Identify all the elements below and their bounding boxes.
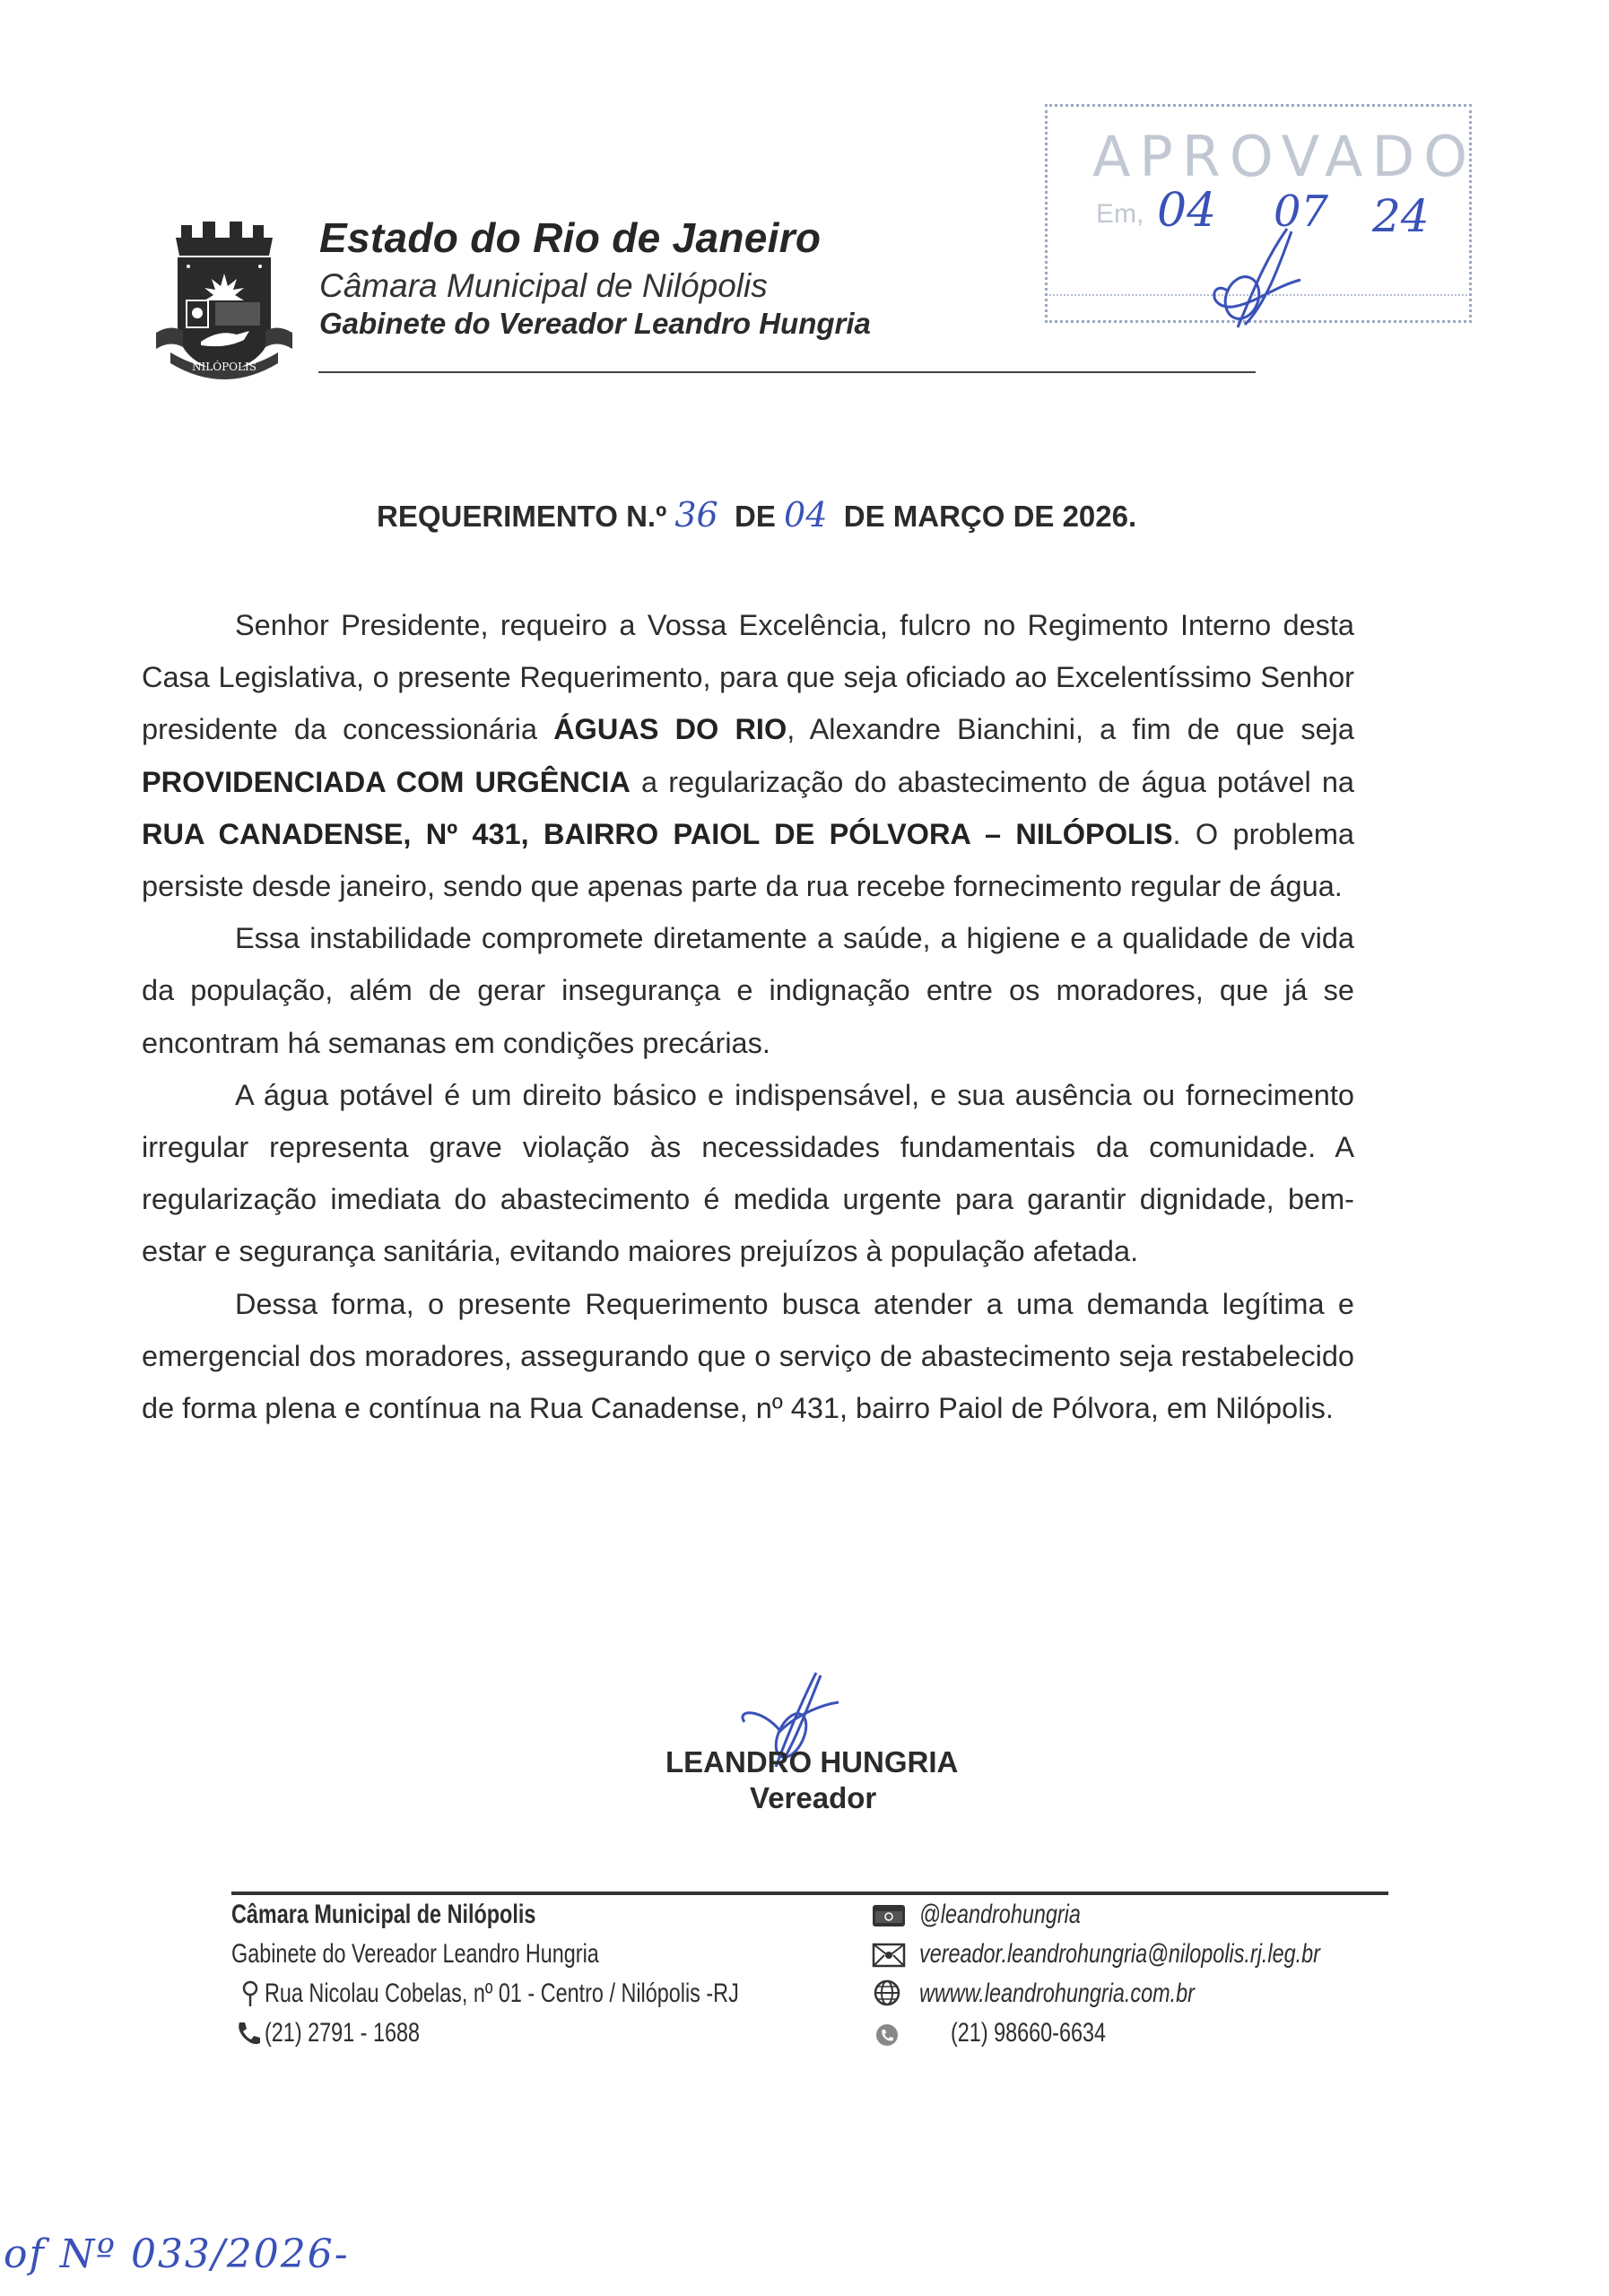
document-title — [377, 495, 1136, 535]
stamp-title: APROVADO — [1092, 124, 1476, 189]
paragraph-text: Dessa forma, o presente Requerimento busca atender a uma demanda legítima e emergencial dos moradores, assegurando que o serviço de abastecimento seja restabelecido de forma plena e contínua na Rua Canadense, nº 431, bairro Paiol de Pólvora, em Nilópolis. — [142, 1287, 1354, 1425]
emphasized-text: ÁGUAS DO RIO — [553, 713, 787, 746]
whatsapp-icon — [874, 2022, 900, 2048]
stamp-date-prefix: Em, — [1096, 199, 1144, 229]
email-icon — [872, 1942, 906, 1969]
protocol-note: of Nº 033/2026- — [4, 2231, 350, 2277]
title-prefix: REQUERIMENTO N.º — [377, 500, 667, 533]
footer-whatsapp: (21) 98660-6634 — [951, 2018, 1107, 2048]
globe-icon — [874, 1979, 900, 2006]
logo-banner-text: NILÓPOLIS — [192, 361, 257, 373]
footer-instagram[interactable]: @leandrohungria — [919, 1900, 1081, 1929]
state-name: Estado do Rio de Janeiro — [319, 214, 822, 261]
signer-name: LEANDRO HUNGRIA — [665, 1745, 959, 1779]
body-paragraph — [142, 599, 1354, 912]
footer-phone: (21) 2791 - 1688 — [265, 2018, 421, 2048]
body-paragraph — [142, 1069, 1354, 1278]
location-pin-icon — [237, 1980, 264, 2007]
emphasized-text: PROVIDENCIADA COM URGÊNCIA — [142, 765, 631, 798]
paragraph-text: . O problema persiste desde janeiro, sendo que apenas parte da rua recebe fornecimento regular de água. — [142, 817, 1354, 903]
office-name: Gabinete do Vereador Leandro Hungria — [319, 307, 871, 340]
emphasized-text: RUA CANADENSE, Nº 431, BAIRRO PAIOL DE PÓLVORA – NILÓPOLIS — [142, 817, 1173, 850]
paragraph-text: Senhor Presidente, requeiro a Vossa Excelência, fulcro no Regimento Interno desta Casa Legislativa, o presente Requerimento, para que seja oficiado ao Excelentíssimo Senhor presidente da concessionária — [142, 609, 1354, 746]
paragraph-text: a regularização do abastecimento de água potável na — [630, 765, 1354, 798]
requirement-number: 36 — [674, 495, 718, 535]
stamp-month: 07 — [1274, 187, 1329, 237]
title-suffix: DE MARÇO DE 2026. — [843, 500, 1137, 533]
stamp-year: 24 — [1372, 190, 1430, 242]
document-body — [142, 599, 1354, 1434]
footer-divider — [231, 1892, 1388, 1895]
footer-website[interactable]: wwww.leandrohungria.com.br — [919, 1979, 1195, 2008]
stamp-signature-icon — [1202, 224, 1318, 332]
footer-org: Câmara Municipal de Nilópolis — [231, 1900, 536, 1929]
paragraph-text: A água potável é um direito básico e indispensável, e sua ausência ou fornecimento irregular representa grave violação às necessidades fundamentais da comunidade. A regularização imediata do abastecimento é medida urgente para garantir dignidade, bem-estar e segurança sanitária, evitando maiores prejuízos à população afetada. — [142, 1078, 1354, 1268]
body-paragraph — [142, 1278, 1354, 1435]
body-paragraph — [142, 912, 1354, 1069]
signer-role: Vereador — [750, 1781, 877, 1814]
phone-icon — [235, 2020, 262, 2047]
footer-address: Rua Nicolau Cobelas, nº 01 - Centro / Nilópolis -RJ — [265, 1979, 739, 2008]
header-divider — [318, 371, 1256, 373]
coat-of-arms-logo — [152, 218, 296, 379]
instagram-icon — [872, 1903, 906, 1928]
paragraph-text: , Alexandre Bianchini, a fim de que seja — [787, 713, 1354, 746]
paragraph-text: Essa instabilidade compromete diretamente a saúde, a higiene e a qualidade de vida da população, além de gerar insegurança e indignação entre os moradores, que já se encontram há semanas em condições precárias. — [142, 922, 1354, 1059]
footer-office: Gabinete do Vereador Leandro Hungria — [231, 1939, 599, 1969]
stamp-day: 04 — [1157, 184, 1217, 238]
footer-email[interactable]: vereador.leandrohungria@nilopolis.rj.leg.br — [919, 1939, 1320, 1969]
title-middle: DE — [735, 500, 776, 533]
chamber-name: Câmara Municipal de Nilópolis — [319, 267, 768, 304]
requirement-day: 04 — [784, 495, 828, 535]
